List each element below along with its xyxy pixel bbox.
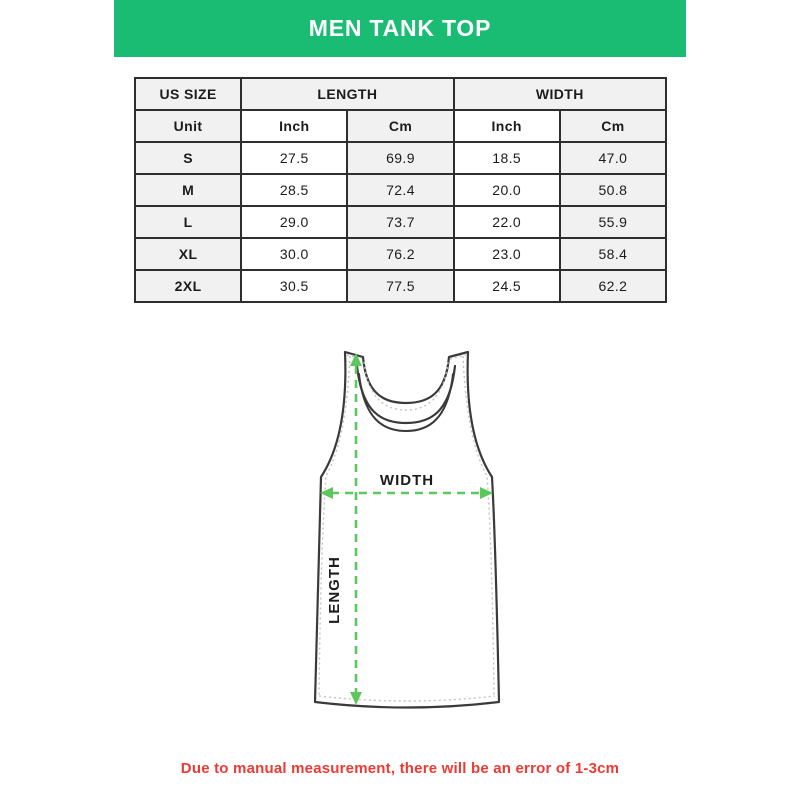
length-inch-cell: 28.5 xyxy=(241,174,347,206)
measurement-error-note: Due to manual measurement, there will be an error of 1-3cm xyxy=(180,760,620,777)
size-cell: XL xyxy=(135,238,241,270)
length-inch-header: Inch xyxy=(241,110,347,142)
tank-top-diagram xyxy=(280,333,530,728)
size-table xyxy=(134,77,667,303)
table-row xyxy=(135,142,666,174)
length-cm-cell: 77.5 xyxy=(347,270,453,302)
length-dimension-label: LENGTH xyxy=(326,556,343,624)
unit-header: Unit xyxy=(135,110,241,142)
length-inch-cell: 29.0 xyxy=(241,206,347,238)
width-cm-cell: 62.2 xyxy=(560,270,666,302)
width-inch-cell: 20.0 xyxy=(454,174,560,206)
width-inch-cell: 22.0 xyxy=(454,206,560,238)
table-row xyxy=(135,206,666,238)
width-inch-cell: 23.0 xyxy=(454,238,560,270)
width-cm-cell: 55.9 xyxy=(560,206,666,238)
width-inch-cell: 18.5 xyxy=(454,142,560,174)
width-inch-cell: 24.5 xyxy=(454,270,560,302)
us-size-header: US SIZE xyxy=(135,78,241,110)
length-inch-cell: 27.5 xyxy=(241,142,347,174)
size-cell: S xyxy=(135,142,241,174)
width-cm-cell: 58.4 xyxy=(560,238,666,270)
size-cell: 2XL xyxy=(135,270,241,302)
length-cm-header: Cm xyxy=(347,110,453,142)
length-inch-cell: 30.0 xyxy=(241,238,347,270)
length-inch-cell: 30.5 xyxy=(241,270,347,302)
width-cm-cell: 50.8 xyxy=(560,174,666,206)
table-unit-row xyxy=(135,110,666,142)
table-row xyxy=(135,174,666,206)
length-cm-cell: 76.2 xyxy=(347,238,453,270)
size-cell: M xyxy=(135,174,241,206)
table-group-header-row xyxy=(135,78,666,110)
table-row xyxy=(135,238,666,270)
width-dimension-label: WIDTH xyxy=(379,472,435,489)
length-cm-cell: 73.7 xyxy=(347,206,453,238)
width-inch-header: Inch xyxy=(454,110,560,142)
tank-top-outline xyxy=(315,352,499,708)
page-title: MEN TANK TOP xyxy=(308,15,492,41)
length-cm-cell: 69.9 xyxy=(347,142,453,174)
length-header: LENGTH xyxy=(241,78,453,110)
length-cm-cell: 72.4 xyxy=(347,174,453,206)
width-cm-header: Cm xyxy=(560,110,666,142)
title-banner xyxy=(114,0,686,57)
width-cm-cell: 47.0 xyxy=(560,142,666,174)
width-header: WIDTH xyxy=(454,78,666,110)
size-cell: L xyxy=(135,206,241,238)
table-row xyxy=(135,270,666,302)
